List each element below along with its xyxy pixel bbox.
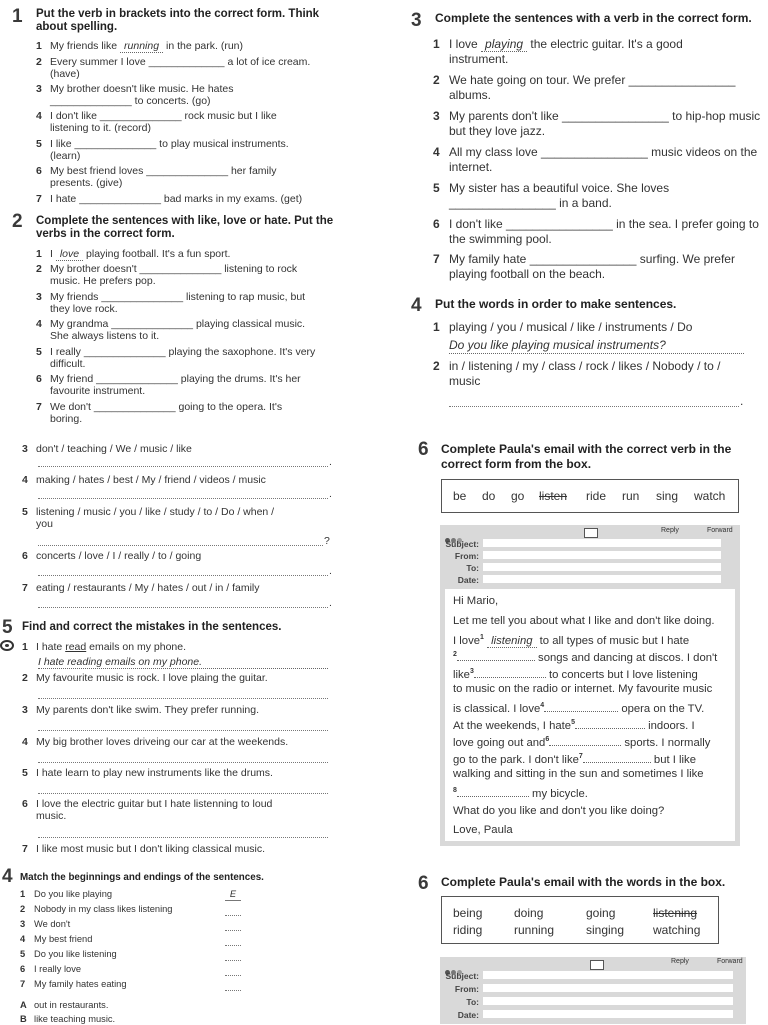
exercise-item [22, 582, 260, 594]
section-title [441, 442, 731, 472]
item-text: I really ______________ playing the saxophone. It's very [50, 346, 316, 358]
exercise-item [433, 252, 763, 282]
item-text: My family hate ________________ surfing. We prefer [449, 252, 735, 266]
answer-line[interactable] [38, 836, 328, 838]
blank-3[interactable] [474, 677, 546, 678]
item-text: I [50, 248, 56, 260]
item-number: 5 [36, 138, 42, 150]
gap-number: 2 [453, 651, 457, 658]
item-text: I don't like ______________ rock music but I like [50, 110, 277, 122]
exercise-item [22, 798, 342, 822]
section-title: Complete the sentences with a verb in the correct form. [435, 11, 752, 25]
item-number: 2 [22, 672, 28, 684]
answer-line[interactable] [38, 606, 328, 608]
blank-4[interactable] [544, 711, 618, 712]
to-field[interactable] [483, 997, 733, 1005]
item-text: you [36, 518, 53, 530]
exercise-item [36, 110, 356, 134]
item-text: My big brother loves driveing our car at the weekends. [36, 736, 289, 748]
forward-button[interactable]: Forward [717, 958, 743, 965]
gap-number: 5 [571, 719, 575, 726]
item-text: My best friend loves ______________ her family [50, 165, 277, 177]
to-label: To: [466, 563, 479, 573]
item-number: 4 [22, 474, 28, 486]
item-number: 4 [22, 736, 28, 748]
exercise-item [36, 291, 356, 315]
item-number: 2 [20, 904, 26, 914]
section-number: 4 [2, 866, 13, 887]
exercise-item [22, 443, 192, 455]
exercise-item [36, 56, 356, 80]
match-answer-line[interactable] [225, 944, 241, 946]
match-item [20, 948, 117, 960]
word: do [482, 489, 496, 503]
exercise-item [433, 73, 763, 103]
item-text: albums. [449, 88, 492, 102]
to-field[interactable] [483, 563, 721, 571]
section-title [36, 215, 356, 241]
item-text: We don't [34, 919, 71, 929]
email-text: sports. I normally [624, 736, 711, 749]
match-item [20, 918, 70, 930]
item-number: 6 [20, 964, 26, 974]
gap-number: 4 [540, 702, 545, 709]
exercise-item [22, 672, 268, 684]
answer: playing [481, 37, 527, 52]
item-number: 7 [36, 193, 42, 205]
from-field[interactable] [483, 984, 733, 992]
gap-number: 8 [453, 787, 457, 794]
word-struck: listen [539, 489, 568, 503]
word: sing [656, 489, 679, 503]
item-text: difficult. [50, 358, 86, 370]
section-title: Match the beginnings and endings of the sentences. [20, 872, 264, 883]
item-number: 6 [36, 165, 42, 177]
item-text: but they love jazz. [449, 124, 546, 138]
answer-line[interactable] [38, 792, 328, 794]
exercise-item [22, 641, 186, 653]
email-text: opera on the TV. [621, 702, 705, 715]
blank-8[interactable] [457, 796, 529, 797]
item-number: 1 [22, 641, 28, 653]
email-text: my bicycle. [532, 787, 588, 800]
date-label: Date: [457, 1010, 479, 1020]
item-number: 6 [36, 373, 42, 385]
email-line: to music on the radio or internet. My favourite music [453, 683, 713, 695]
word: running [514, 923, 555, 937]
exercise-item [433, 181, 763, 211]
answer-line[interactable] [38, 761, 328, 763]
exercise-item [36, 138, 356, 162]
item-number: 5 [433, 181, 440, 195]
email-line: Let me tell you about what I like and don't like doing. [453, 615, 715, 627]
item-text: favourite instrument. [50, 385, 146, 397]
item-number: 3 [36, 291, 42, 303]
exercise-item [36, 248, 230, 260]
item-text: making / hates / best / My / friend / videos / music [36, 474, 266, 486]
item-text: I like ______________ to play musical instruments. [50, 138, 289, 150]
from-field[interactable] [483, 551, 721, 559]
subject-label: Subject: [445, 971, 479, 981]
item-text: Nobody in my class likes listening [34, 904, 173, 914]
item-text: We don't ______________ going to the opera. It's [50, 401, 283, 413]
answer: Do you like playing musical instruments? [449, 338, 744, 354]
word: watch [694, 489, 726, 503]
item-number: 5 [22, 506, 28, 518]
exercise-item [36, 83, 356, 107]
gap-number: 3 [469, 668, 474, 675]
word: going [586, 906, 616, 920]
item-text: My favourite music is rock. I love plaing the guitar. [36, 672, 268, 684]
subject-field[interactable] [483, 539, 721, 547]
section-number: 6 [418, 439, 429, 460]
match-answer[interactable]: E [225, 888, 241, 901]
item-number: 7 [433, 252, 440, 266]
item-number: 4 [36, 110, 42, 122]
item-text: Do you like listening [34, 949, 117, 959]
email-text: is classical. I love [453, 702, 541, 715]
section-title [36, 8, 356, 34]
item-text: like teaching music. [34, 1014, 116, 1024]
item-number: 4 [20, 934, 26, 944]
item-text: I hate ______________ bad marks in my exams. (get) [50, 193, 303, 205]
blank-6[interactable] [549, 745, 621, 746]
item-number: 2 [433, 359, 440, 373]
title-line: Complete Paula's email with the correct verb in the [441, 442, 732, 456]
item-number: 7 [20, 979, 26, 989]
envelope-icon[interactable] [590, 960, 604, 970]
blank-5[interactable] [575, 728, 645, 729]
exercise-item [433, 217, 763, 247]
exercise-item [36, 373, 356, 397]
exercise-item [36, 263, 356, 287]
match-item [20, 933, 92, 945]
exercise-item [22, 767, 273, 779]
exercise-item [22, 550, 201, 562]
answer-line[interactable] [38, 497, 328, 499]
email-text: songs and dancing at discos. I don't [538, 651, 718, 664]
date-field[interactable] [483, 575, 721, 583]
answer-line[interactable] [38, 574, 328, 576]
subject-field[interactable] [483, 971, 733, 979]
item-number: 3 [20, 919, 26, 929]
email-line: Love, Paula [453, 824, 513, 836]
item-text: read [65, 641, 87, 653]
item-number: 7 [36, 401, 42, 413]
item-text: My family hates eating [34, 979, 127, 989]
item-text: listening / music / you / like / study / to / Do / when / [36, 506, 275, 518]
item-number: 1 [20, 889, 26, 899]
match-answer-line[interactable] [225, 929, 241, 931]
item-text: My friends ______________ listening to rap music, but [50, 291, 306, 303]
item-text: My friend ______________ playing the drums. It's her [50, 373, 301, 385]
answer: listening [487, 635, 536, 648]
item-text: in the park. (run) [163, 40, 244, 52]
item-text: ________________ in a band. [449, 196, 612, 210]
line-end: . [329, 456, 332, 468]
email-text: I love [453, 634, 481, 647]
reply-button[interactable]: Reply [671, 958, 689, 965]
item-text: Every summer I love _____________ a lot of ice cream. [50, 56, 311, 68]
word: doing [514, 906, 544, 920]
item-text: concerts / love / I / really / to / going [36, 550, 202, 562]
item-text: playing football. It's a fun sport. [83, 248, 231, 260]
title-line: correct form from the box. [441, 457, 592, 471]
email-line: Hi Mario, [453, 595, 499, 607]
item-text: I don't like ________________ in the sea. I prefer going to [449, 217, 759, 231]
answer-line[interactable] [38, 544, 323, 546]
reply-button[interactable]: Reply [661, 527, 679, 534]
match-answer-line[interactable] [225, 914, 241, 916]
line-end: . [740, 394, 744, 408]
answer: I hate reading emails on my phone. [38, 656, 328, 669]
section-number: 3 [411, 10, 422, 31]
item-text: I really love [34, 964, 82, 974]
email-text: At the weekends, I hate [453, 719, 572, 732]
section-number: 4 [411, 295, 422, 316]
item-text: I hate [36, 641, 66, 653]
match-ending [20, 999, 108, 1011]
item-number: 7 [22, 582, 28, 594]
answer: love [56, 248, 83, 261]
item-text: My brother doesn't like music. He hates [50, 83, 234, 95]
email-text: love going out and [453, 736, 546, 749]
date-field[interactable] [483, 1010, 733, 1018]
item-text: All my class love ________________ music videos on the [449, 145, 758, 159]
exercise-item [36, 40, 243, 52]
email-line: walking and sitting in the sun and sometimes I like [453, 768, 704, 780]
exercise-item [22, 736, 288, 748]
item-number: 5 [22, 767, 28, 779]
section-number: 1 [12, 6, 23, 27]
item-text: My grandma ______________ playing classical music. [50, 318, 306, 330]
forward-button[interactable]: Forward [707, 527, 733, 534]
item-number: 3 [433, 109, 440, 123]
exercise-item [22, 506, 332, 530]
line-end: . [329, 597, 332, 609]
item-number: 1 [433, 320, 440, 334]
item-text: My friends like [50, 40, 121, 52]
word: singing [586, 923, 625, 937]
line-end: . [329, 565, 332, 577]
email-text: go to the park. I don't like [453, 753, 579, 766]
item-number: 3 [22, 704, 28, 716]
date-label: Date: [457, 575, 479, 585]
to-label: To: [466, 997, 479, 1007]
item-text: My brother doesn't ______________ listening to rock [50, 263, 298, 275]
item-text: emails on my phone. [86, 641, 187, 653]
item-text: My parents don't like ________________ to hip-hop music [449, 109, 761, 123]
exercise-item [433, 109, 763, 139]
item-text: boring. [50, 413, 83, 425]
item-text: instrument. [449, 52, 509, 66]
email-line: What do you like and don't you like doing? [453, 805, 665, 817]
item-number: 7 [22, 843, 28, 855]
exercise-item [36, 318, 356, 342]
item-text: music. [36, 810, 67, 822]
line-end: . [329, 488, 332, 500]
section-title: Complete Paula's email with the words in the box. [441, 875, 726, 889]
item-text: music. He prefers pop. [50, 275, 156, 287]
item-number: 2 [433, 73, 440, 87]
email-text: like [453, 668, 470, 681]
email-text: but I like [653, 753, 696, 766]
word: riding [453, 923, 483, 937]
item-number: 4 [433, 145, 440, 159]
match-item [20, 903, 172, 915]
item-number: 3 [36, 83, 42, 95]
item-text: the swimming pool. [449, 232, 552, 246]
item-text: I love the electric guitar but I hate listenning to loud [36, 798, 273, 810]
item-text: I like most music but I don't liking classical music. [36, 843, 265, 855]
exercise-item [36, 346, 356, 370]
exercise-item [22, 474, 266, 486]
item-number: 3 [22, 443, 28, 455]
line-end: ? [324, 535, 330, 547]
item-text: I love [449, 37, 482, 51]
from-label: From: [454, 551, 479, 561]
item-text: She always listens to it. [50, 330, 160, 342]
word: watching [653, 923, 701, 937]
answer-line[interactable] [38, 729, 328, 731]
item-text: ______________ to concerts. (go) [50, 95, 211, 107]
item-text: listening to it. (record) [50, 122, 151, 134]
word: run [622, 489, 640, 503]
item-text: presents. (give) [50, 177, 123, 189]
exercise-item [433, 145, 763, 175]
title-line: about spelling. [36, 21, 118, 33]
match-answer-line[interactable] [225, 974, 241, 976]
gap-number: 1 [480, 634, 484, 641]
from-label: From: [454, 984, 479, 994]
item-text: the electric guitar. It's a good [527, 37, 683, 51]
exercise-item [433, 37, 763, 67]
item-number: 2 [36, 56, 42, 68]
item-number: 5 [20, 949, 26, 959]
title-line: verbs in the correct form. [36, 228, 175, 240]
item-text: eating / restaurants / My / hates / out / in / family [36, 582, 260, 594]
item-text: My sister has a beautiful voice. She loves [449, 181, 670, 195]
match-ending [20, 1013, 115, 1025]
subject-label: Subject: [445, 539, 479, 549]
match-item [20, 888, 112, 900]
gap-number: 7 [578, 753, 583, 760]
item-text: I hate learn to play new instruments like the drums. [36, 767, 273, 779]
email-text: to concerts but I love listening [549, 668, 698, 681]
title-line: Put the verb in brackets into the correct form. Think [36, 8, 320, 20]
answer-line[interactable] [38, 697, 328, 699]
item-text: internet. [449, 160, 493, 174]
blank-2[interactable] [457, 660, 535, 661]
section-title: Put the words in order to make sentences. [435, 297, 677, 311]
item-text: playing football on the beach. [449, 267, 606, 281]
word: be [453, 489, 467, 503]
exercise-item [36, 193, 356, 205]
item-letter: A [20, 1000, 27, 1010]
exercise-item [433, 359, 768, 389]
item-number: 6 [22, 798, 28, 810]
match-answer-line[interactable] [225, 989, 241, 991]
item-text: don't / teaching / We / music / like [36, 443, 192, 455]
item-number: 1 [36, 40, 42, 52]
gap-number: 6 [545, 736, 550, 743]
item-text: My parents don't like swim. They prefer running. [36, 704, 259, 716]
blank-7[interactable] [583, 762, 651, 763]
section-number: 2 [12, 211, 23, 232]
word-struck: listening [653, 906, 698, 920]
item-text: in / listening / my / class / rock / likes / Nobody / to / [449, 359, 721, 373]
email-text: to all types of music but I hate [539, 634, 690, 647]
item-number: 1 [433, 37, 440, 51]
match-item [20, 963, 81, 975]
item-letter: B [20, 1014, 27, 1024]
word: being [453, 906, 483, 920]
exercise-item [36, 165, 356, 189]
item-text: My best friend [34, 934, 93, 944]
item-text: We hate going on tour. We prefer ________________ [449, 73, 736, 87]
section-number: 5 [2, 617, 13, 638]
item-text: out in restaurants. [34, 1000, 109, 1010]
answer-line[interactable] [449, 405, 739, 407]
exercise-item [22, 704, 259, 716]
exercise-item [36, 401, 356, 425]
exercise-item [22, 843, 265, 855]
item-text: (have) [50, 68, 80, 80]
answer: running [120, 40, 163, 53]
item-text: playing / you / musical / like / instruments / Do [449, 320, 693, 334]
section-number: 6 [418, 873, 429, 894]
item-text: (learn) [50, 150, 81, 162]
item-number: 1 [36, 248, 42, 260]
item-text: music [449, 374, 481, 388]
speaking-icon [0, 640, 14, 651]
match-item [20, 978, 127, 990]
item-number: 6 [433, 217, 440, 231]
word: go [511, 489, 525, 503]
item-number: 6 [22, 550, 28, 562]
word: ride [586, 489, 607, 503]
match-answer-line[interactable] [225, 959, 241, 961]
title-line: Complete the sentences with like, love or hate. Put the [36, 215, 334, 227]
email-text: indoors. I [648, 719, 695, 732]
email-line [453, 783, 588, 803]
item-number: 5 [36, 346, 42, 358]
envelope-icon[interactable] [584, 528, 598, 538]
item-text: they love rock. [50, 303, 118, 315]
section-title: Find and correct the mistakes in the sentences. [22, 621, 282, 633]
exercise-item [433, 320, 763, 335]
item-number: 4 [36, 318, 42, 330]
answer-line[interactable] [38, 465, 328, 467]
item-number: 2 [36, 263, 42, 275]
item-text: Do you like playing [34, 889, 113, 899]
